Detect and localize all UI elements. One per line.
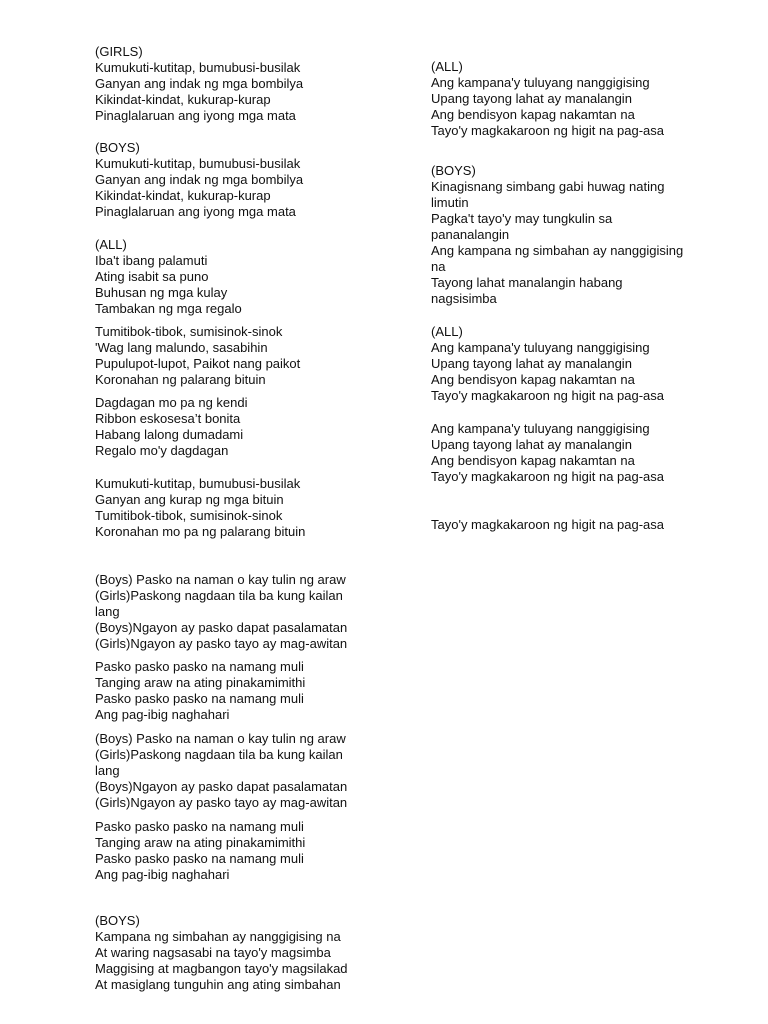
lyric-line: Pinaglalaruan ang iyong mga mata: [95, 108, 296, 123]
lyric-line: (ALL): [95, 237, 127, 252]
lyric-line: (Girls)Ngayon ay pasko tayo ay mag-awitan: [95, 636, 348, 651]
lyric-line: Tumitibok-tibok, sumisinok-sinok: [95, 508, 283, 523]
lyric-line: (Girls)Paskong nagdaan tila ba kung kailan: [95, 588, 343, 603]
lyric-line: At waring nagsasabi na tayo'y magsimba: [95, 945, 331, 960]
lyric-line: (Boys) Pasko na naman o kay tulin ng araw: [95, 572, 346, 587]
lyric-line: Ganyan ang indak ng mga bombilya: [95, 172, 304, 187]
lyric-line: Dagdagan mo pa ng kendi: [95, 395, 248, 410]
lyric-line: Ganyan ang indak ng mga bombilya: [95, 76, 304, 91]
lyric-line: (GIRLS): [95, 44, 143, 59]
lyric-line: (Girls)Paskong nagdaan tila ba kung kailan: [95, 747, 343, 762]
lyric-line: Iba't ibang palamuti: [95, 253, 208, 268]
lyric-line: Pasko pasko pasko na namang muli: [95, 659, 304, 674]
lyric-line: Pasko pasko pasko na namang muli: [95, 819, 304, 834]
lyric-line: Tambakan ng mga regalo: [95, 301, 242, 316]
lyric-line: Ang kampana'y tuluyang nanggigising: [431, 75, 650, 90]
lyric-line: Upang tayong lahat ay manalangin: [431, 356, 632, 371]
lyric-line: Ang pag-ibig naghahari: [95, 867, 230, 882]
lyric-line: Tanging araw na ating pinakamimithi: [95, 835, 306, 850]
lyric-line: Maggising at magbangon tayo'y magsilakad: [95, 961, 348, 976]
lyric-line: lang: [95, 763, 120, 778]
lyric-line: Pasko pasko pasko na namang muli: [95, 691, 304, 706]
lyric-line: Buhusan ng mga kulay: [95, 285, 228, 300]
lyric-line: Kikindat-kindat, kukurap-kurap: [95, 92, 271, 107]
lyric-line: Tayo'y magkakaroon ng higit na pag-asa: [431, 517, 665, 532]
lyric-line: At masiglang tunguhin ang ating simbahan: [95, 977, 341, 992]
lyric-line: Pinaglalaruan ang iyong mga mata: [95, 204, 296, 219]
lyric-line: Pupulupot-lupot, Paikot nang paikot: [95, 356, 301, 371]
lyric-line: Kikindat-kindat, kukurap-kurap: [95, 188, 271, 203]
lyric-line: Tayo'y magkakaroon ng higit na pag-asa: [431, 469, 665, 484]
lyric-line: Kampana ng simbahan ay nanggigising na: [95, 929, 341, 944]
lyric-line: Pagka't tayo'y may tungkulin sa: [431, 211, 613, 226]
lyric-line: Tumitibok-tibok, sumisinok-sinok: [95, 324, 283, 339]
lyric-line: limutin: [431, 195, 469, 210]
lyric-line: (Boys)Ngayon ay pasko dapat pasalamatan: [95, 620, 348, 635]
lyric-line: Ang kampana'y tuluyang nanggigising: [431, 340, 650, 355]
lyric-line: Tayo'y magkakaroon ng higit na pag-asa: [431, 123, 665, 138]
lyric-line: Ang kampana ng simbahan ay nanggigising: [431, 243, 684, 258]
lyric-line: Koronahan ng palarang bituin: [95, 372, 266, 387]
lyric-line: Kinagisnang simbang gabi huwag nating: [431, 179, 665, 194]
lyric-line: (ALL): [431, 324, 463, 339]
lyric-line: lang: [95, 604, 120, 619]
lyric-line: Regalo mo'y dagdagan: [95, 443, 229, 458]
lyric-line: (BOYS): [95, 140, 140, 155]
lyric-line: Tayo'y magkakaroon ng higit na pag-asa: [431, 388, 665, 403]
lyric-line: (Girls)Ngayon ay pasko tayo ay mag-awitan: [95, 795, 348, 810]
lyric-line: Ang pag-ibig naghahari: [95, 707, 230, 722]
lyric-line: Tanging araw na ating pinakamimithi: [95, 675, 306, 690]
lyric-line: (BOYS): [431, 163, 476, 178]
lyric-line: Tayong lahat manalangin habang: [431, 275, 623, 290]
lyric-line: Habang lalong dumadami: [95, 427, 244, 442]
lyric-line: Kumukuti-kutitap, bumubusi-busilak: [95, 476, 301, 491]
lyric-line: (ALL): [431, 59, 463, 74]
lyric-line: Koronahan mo pa ng palarang bituin: [95, 524, 306, 539]
lyric-line: nagsisimba: [431, 291, 497, 306]
lyric-line: Ating isabit sa puno: [95, 269, 209, 284]
lyric-line: 'Wag lang malundo, sasabihin: [95, 340, 268, 355]
lyric-line: Ribbon eskosesa’t bonita: [95, 411, 241, 426]
lyric-line: Ang bendisyon kapag nakamtan na: [431, 453, 635, 468]
lyric-line: Kumukuti-kutitap, bumubusi-busilak: [95, 60, 301, 75]
lyric-line: Kumukuti-kutitap, bumubusi-busilak: [95, 156, 301, 171]
lyric-line: Ang bendisyon kapag nakamtan na: [431, 107, 635, 122]
lyric-line: Upang tayong lahat ay manalangin: [431, 437, 632, 452]
lyric-line: na: [431, 259, 446, 274]
lyric-line: pananalangin: [431, 227, 510, 242]
lyric-line: Upang tayong lahat ay manalangin: [431, 91, 632, 106]
lyric-line: (BOYS): [95, 913, 140, 928]
lyric-line: (Boys)Ngayon ay pasko dapat pasalamatan: [95, 779, 348, 794]
lyric-line: (Boys) Pasko na naman o kay tulin ng araw: [95, 731, 346, 746]
lyric-line: Pasko pasko pasko na namang muli: [95, 851, 304, 866]
lyric-line: Ang kampana'y tuluyang nanggigising: [431, 421, 650, 436]
lyric-line: Ganyan ang kurap ng mga bituin: [95, 492, 284, 507]
lyric-line: Ang bendisyon kapag nakamtan na: [431, 372, 635, 387]
